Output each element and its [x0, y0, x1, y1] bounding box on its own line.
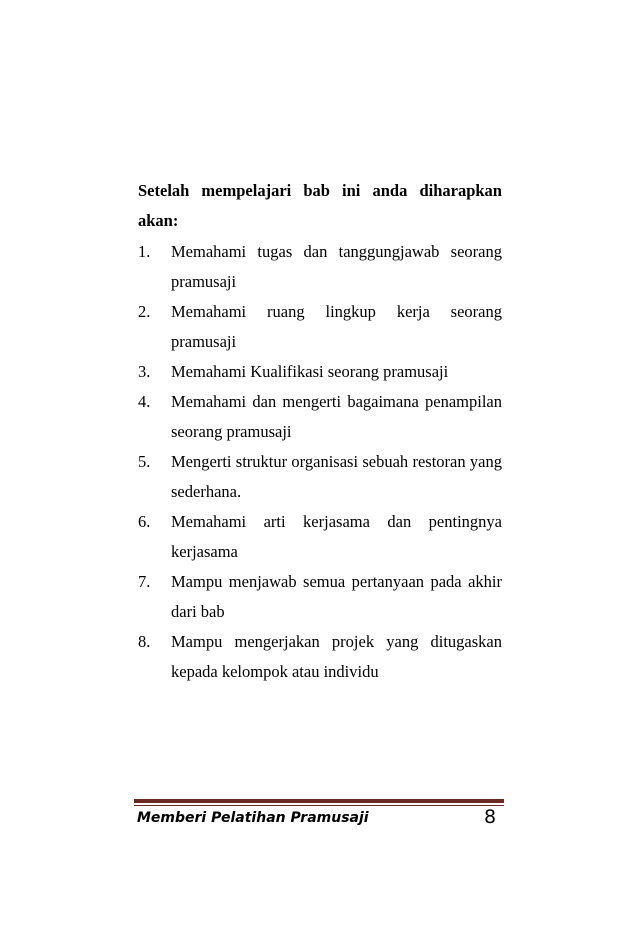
list-item [138, 627, 502, 687]
intro-text: Setelah mempelajari bab ini anda diharapkan akan: [138, 181, 502, 230]
footer-rule [134, 799, 504, 806]
list-item-number: 5. [138, 452, 151, 471]
list-item-text: Memahami Kualifikasi seorang pramusaji [171, 362, 449, 381]
list-item-number: 4. [138, 392, 151, 411]
list-item [138, 297, 502, 357]
list-item [138, 357, 502, 387]
list-item-number: 6. [138, 512, 151, 531]
list-item-number: 2. [138, 302, 151, 321]
list-item-text: Memahami tugas dan tanggungjawab seorang pramusaji [171, 242, 502, 291]
list-item-number: 1. [138, 242, 151, 261]
list-item-number: 7. [138, 572, 151, 591]
objectives-list [138, 237, 502, 687]
list-item [138, 447, 502, 507]
list-item [138, 387, 502, 447]
page-content [138, 176, 502, 687]
list-item-text: Mampu mengerjakan projek yang ditugaskan kepada kelompok atau individu [171, 632, 502, 681]
list-item-text: Mampu menjawab semua pertanyaan pada akhir dari bab [171, 572, 502, 621]
footer-title: Memberi Pelatihan Pramusaji [137, 810, 369, 826]
list-item-text: Memahami ruang lingkup kerja seorang pramusaji [171, 302, 502, 351]
list-item-text: Mengerti struktur organisasi sebuah restoran yang sederhana. [171, 452, 502, 501]
list-item-text: Memahami dan mengerti bagaimana penampilan seorang pramusaji [171, 392, 502, 441]
list-item-number: 8. [138, 632, 151, 651]
page-number: 8 [484, 806, 497, 828]
footer-rule-thin [134, 805, 504, 806]
list-item [138, 507, 502, 567]
list-item-text: Memahami arti kerjasama dan pentingnya kerjasama [171, 512, 502, 561]
list-item [138, 237, 502, 297]
footer-rule-thick [134, 799, 504, 803]
list-item [138, 567, 502, 627]
list-item-number: 3. [138, 362, 151, 381]
